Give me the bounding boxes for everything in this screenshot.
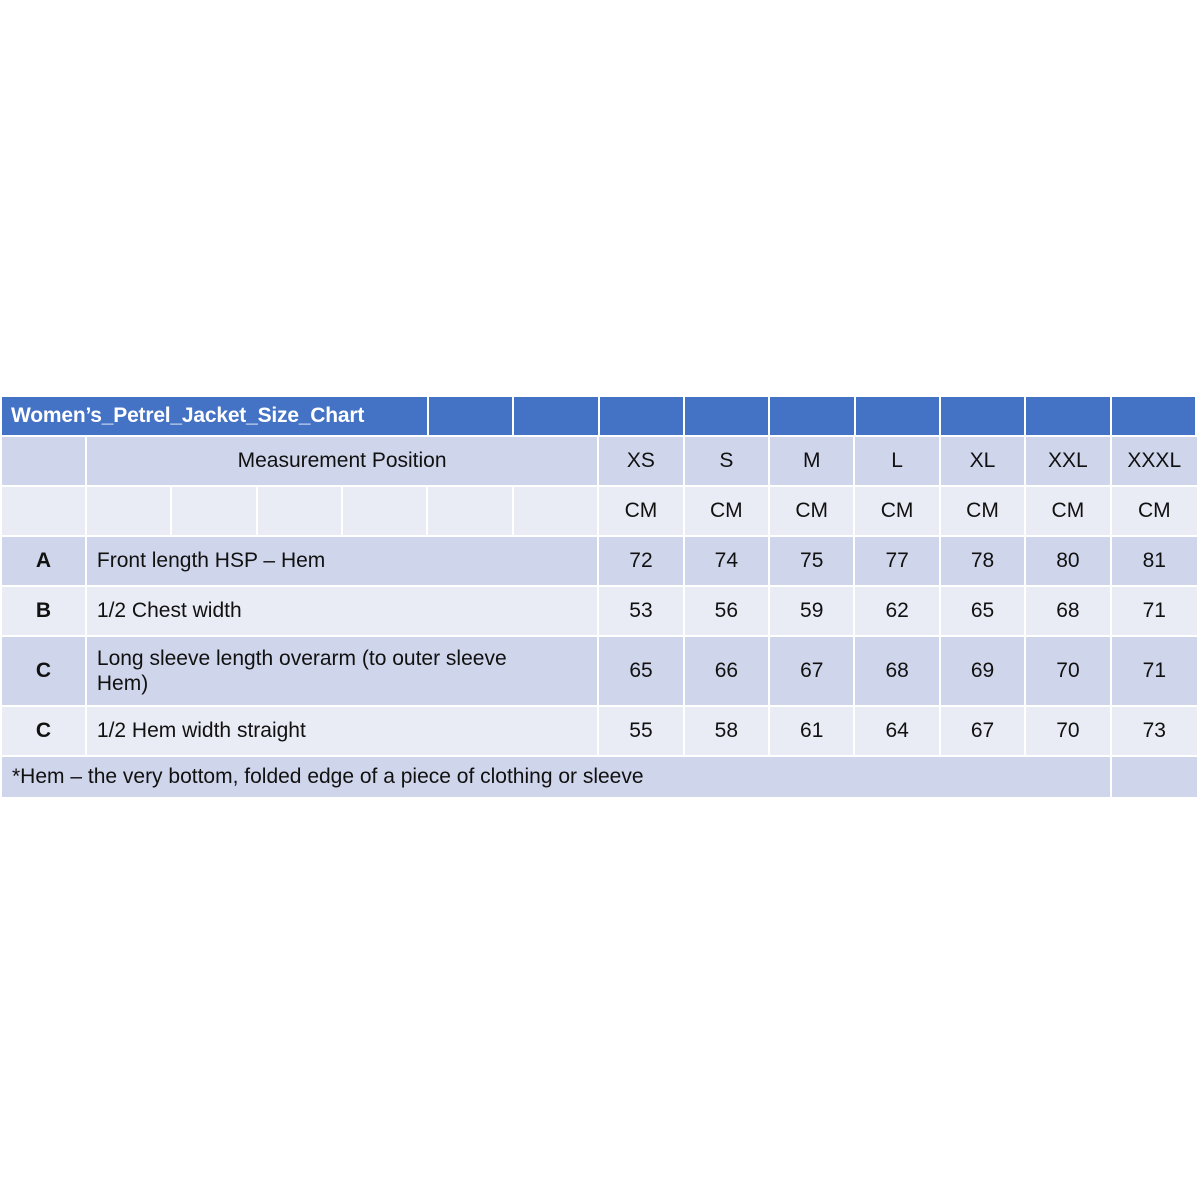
value-cell: 61	[770, 707, 855, 755]
row-letter: B	[2, 587, 87, 635]
value-cell: 81	[1142, 549, 1166, 573]
title-empty-cell	[1026, 397, 1111, 435]
size-header-xs: XS	[599, 437, 684, 485]
row-label: 1/2 Chest width	[87, 587, 599, 635]
row-label: Long sleeve length overarm (to outer sleeve Hem)	[87, 637, 599, 705]
value-cell: 69	[941, 637, 1026, 705]
value-cell: 55	[599, 707, 684, 755]
value-cell: 67	[770, 637, 855, 705]
unit-cell: CM	[1026, 487, 1111, 535]
size-header-l: L	[855, 437, 940, 485]
value-cell: 80	[1026, 537, 1111, 585]
size-header-s: S	[685, 437, 770, 485]
value-cell: 74	[685, 537, 770, 585]
value-cell: 78	[941, 537, 1026, 585]
unit-cell: CM	[855, 487, 940, 535]
measurement-position-header: Measurement Position	[87, 437, 599, 485]
unit-cell: CM	[1137, 499, 1171, 523]
size-header-xxl: XXL	[1026, 437, 1111, 485]
value-cell: 71	[1142, 659, 1167, 683]
footnote-empty-cell	[1112, 757, 1197, 797]
row-letter: A	[2, 537, 87, 585]
row-letter: C	[2, 637, 87, 705]
unit-cell: CM	[685, 487, 770, 535]
chart-title: Women’s_Petrel_Jacket_Size_Chart	[2, 397, 429, 435]
unit-cell: CM	[770, 487, 855, 535]
table-row	[2, 707, 1197, 757]
unit-row	[2, 487, 1197, 537]
value-cell: 67	[941, 707, 1026, 755]
title-empty-cell	[1112, 397, 1197, 435]
value-cell: 59	[770, 587, 855, 635]
unit-empty-cell	[514, 487, 599, 535]
table-row	[2, 637, 1197, 707]
size-header-xl: XL	[941, 437, 1026, 485]
value-cell: 64	[855, 707, 940, 755]
value-cell: 75	[770, 537, 855, 585]
unit-empty-cell	[87, 487, 172, 535]
title-empty-cell	[941, 397, 1026, 435]
unit-empty-cell	[428, 487, 513, 535]
footnote: *Hem – the very bottom, folded edge of a piece of clothing or sleeve	[2, 757, 1112, 797]
value-cell: 70	[1026, 637, 1111, 705]
unit-cell: CM	[941, 487, 1026, 535]
value-cell: 73	[1142, 719, 1166, 743]
value-cell: 71	[1142, 599, 1166, 623]
size-header-m: M	[770, 437, 855, 485]
title-empty-cell	[770, 397, 855, 435]
value-cell: 53	[599, 587, 684, 635]
title-empty-cell	[685, 397, 770, 435]
table-row	[2, 587, 1197, 637]
unit-empty-cell	[343, 487, 428, 535]
value-cell: 77	[855, 537, 940, 585]
value-cell: 58	[685, 707, 770, 755]
unit-empty-cell	[172, 487, 257, 535]
value-cell: 68	[1026, 587, 1111, 635]
row-label: 1/2 Hem width straight	[87, 707, 599, 755]
value-cell: 65	[941, 587, 1026, 635]
unit-cell: CM	[599, 487, 684, 535]
value-cell: 66	[685, 637, 770, 705]
size-header-xxxl: XXXL	[1127, 449, 1182, 473]
value-cell: 65	[599, 637, 684, 705]
size-header-row	[2, 437, 1197, 487]
title-row	[2, 397, 1197, 437]
value-cell: 56	[685, 587, 770, 635]
title-empty-cell	[429, 397, 514, 435]
row-label: Front length HSP – Hem	[87, 537, 599, 585]
footnote-row	[2, 757, 1197, 797]
value-cell: 62	[855, 587, 940, 635]
value-cell: 72	[599, 537, 684, 585]
value-cell: 68	[855, 637, 940, 705]
unit-empty-cell	[2, 487, 87, 535]
value-cell: 70	[1026, 707, 1111, 755]
title-empty-cell	[600, 397, 685, 435]
table-row	[2, 537, 1197, 587]
row-letter: C	[2, 707, 87, 755]
unit-empty-cell	[258, 487, 343, 535]
title-empty-cell	[514, 397, 599, 435]
letter-header-cell	[2, 437, 87, 485]
size-chart-table	[2, 397, 1197, 797]
title-empty-cell	[856, 397, 941, 435]
